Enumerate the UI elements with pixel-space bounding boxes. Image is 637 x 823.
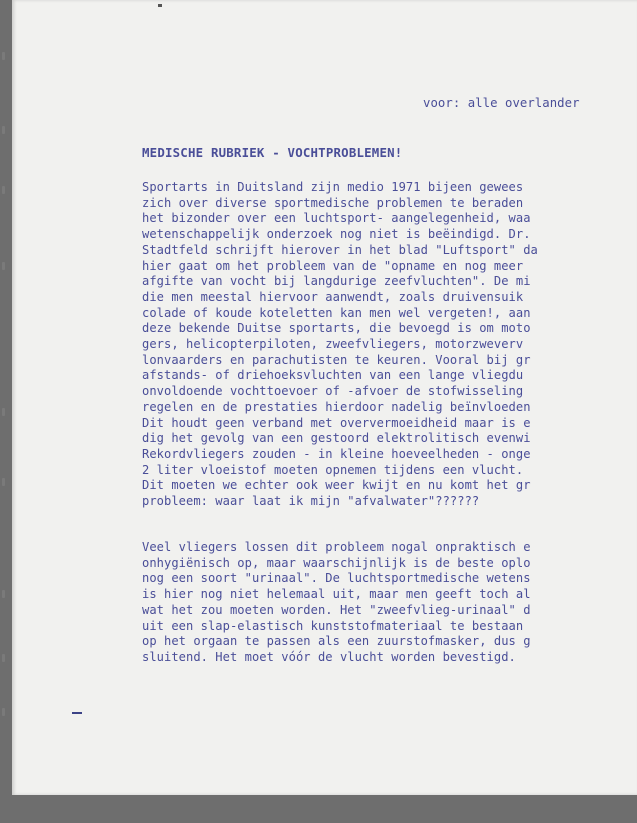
text-line: wat het zou moeten worden. Het "zweefvlieg-urinaal" d (142, 602, 531, 617)
text-line: is hier nog niet helemaal uit, maar men geeft toch al (142, 587, 531, 602)
text-line: lonvaarders en parachutisten te keuren. Vooral bij gr (142, 352, 531, 367)
paragraph-2 (142, 540, 531, 666)
binding-hole (2, 590, 5, 598)
article-title: MEDISCHE RUBRIEK - VOCHTPROBLEMEN! (142, 145, 403, 160)
binding-hole (2, 408, 5, 416)
text-line: het bizonder over een luchtsport- aangelegenheid, waa (142, 211, 531, 226)
text-line: deze bekende Duitse sportarts, die bevoegd is om moto (142, 321, 531, 336)
text-line: die men meestal hiervoor aanwendt, zoals druivensuik (142, 289, 524, 304)
text-line: zich over diverse sportmedische problemen te beraden (142, 195, 524, 210)
ink-mark (72, 712, 82, 714)
text-line: wetenschappelijk onderzoek nog niet is beëindigd. Dr. (142, 227, 531, 242)
text-line: regelen en de prestaties hierdoor nadelig beïnvloeden (142, 399, 531, 414)
ink-speck (158, 4, 162, 7)
binding-hole (2, 708, 5, 716)
typewritten-page (12, 0, 637, 795)
binding-hole (2, 52, 5, 60)
binding-hole (2, 654, 5, 662)
text-line: probleem: waar laat ik mijn "afvalwater"?????? (142, 494, 480, 509)
binding-hole (2, 262, 5, 270)
text-line: dig het gevolg van een gestoord elektrolitisch evenwi (142, 431, 531, 446)
text-line: op het orgaan te passen als een zuurstofmasker, dus g (142, 634, 531, 649)
paragraph-1 (142, 180, 538, 510)
text-line: hier gaat om het probleem van de "opname en nog meer (142, 258, 524, 273)
binding-holes (2, 0, 12, 795)
text-line: Dit moeten we echter ook weer kwijt en nu komt het gr (142, 478, 531, 493)
text-line: Rekordvliegers zouden - in kleine hoeveelheden - onge (142, 446, 531, 461)
text-line: Sportarts in Duitsland zijn medio 1971 bijeen gewees (142, 180, 524, 194)
text-line: afgifte van vocht bij langdurige zeefvluchten". De mi (142, 274, 531, 289)
binding-hole (2, 186, 5, 194)
text-line: Stadtfeld schrijft hierover in het blad "Luftsport" da (142, 242, 538, 257)
text-line: onhygiënisch op, maar waarschijnlijk is de beste oplo (142, 555, 531, 570)
binding-hole (2, 478, 5, 486)
text-line: nog een soort "urinaal". De luchtsportmedische wetens (142, 571, 531, 586)
binding-hole (2, 126, 5, 134)
text-line: Dit houdt geen verband met oververmoeidheid maar is e (142, 415, 531, 430)
text-line: sluitend. Het moet vóór de vlucht worden bevestigd. (142, 649, 516, 664)
page-header: voor: alle overlander (423, 96, 580, 110)
text-line: colade of koude koteletten kan men wel vergeten!, aan (142, 305, 531, 320)
text-line: onvoldoende vochttoevoer of -afvoer de stofwisseling (142, 384, 524, 399)
text-line: Veel vliegers lossen dit probleem nogal onpraktisch e (142, 540, 531, 554)
text-line: 2 liter vloeistof moeten opnemen tijdens een vlucht. (142, 462, 524, 477)
text-line: afstands- of driehoeksvluchten van een lange vliegdu (142, 368, 524, 383)
text-line: uit een slap-elastisch kunststofmateriaal te bestaan (142, 618, 524, 633)
text-line: gers, helicopterpiloten, zweefvliegers, motorzweverv (142, 337, 524, 352)
